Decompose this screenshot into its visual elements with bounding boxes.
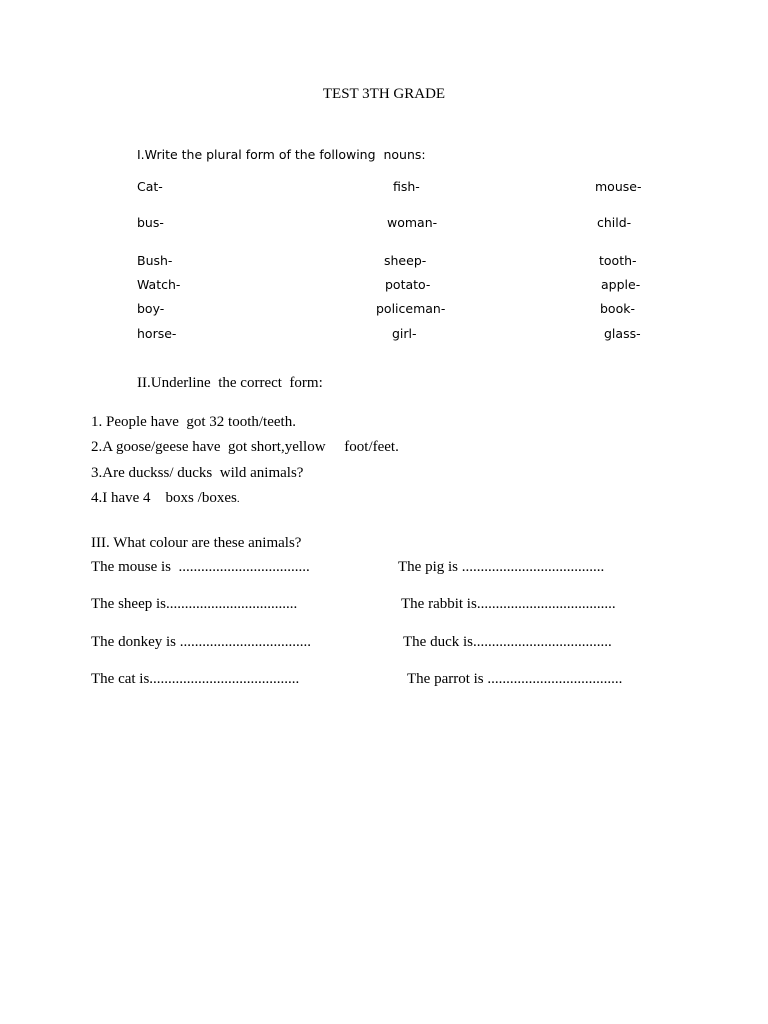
noun-apple: apple- [601, 277, 641, 292]
page-title: TEST 3TH GRADE [322, 86, 446, 102]
colour-rabbit: The rabbit is..................................... [401, 596, 616, 612]
noun-fish: fish- [393, 179, 420, 194]
colour-donkey: The donkey is ................................... [91, 634, 311, 650]
noun-book: book- [600, 301, 635, 316]
exercise-item-1: 1. People have got 32 tooth/teeth. [91, 414, 296, 430]
noun-policeman: policeman- [376, 301, 446, 316]
colour-cat: The cat is........................................ [91, 671, 300, 687]
exercise-item-3: 3.Are duckss/ ducks wild animals? [91, 465, 304, 481]
noun-horse: horse- [137, 326, 177, 341]
noun-mouse: mouse- [595, 179, 642, 194]
section-3-heading: III. What colour are these animals? [91, 535, 302, 551]
colour-parrot: The parrot is .................................... [407, 671, 623, 687]
section-2-heading: II.Underline the correct form: [137, 375, 323, 391]
noun-watch: Watch- [137, 277, 181, 292]
colour-pig: The pig is ...................................... [398, 559, 605, 575]
noun-sheep: sheep- [384, 253, 427, 268]
noun-potato: potato- [385, 277, 431, 292]
colour-sheep: The sheep is................................... [91, 596, 298, 612]
noun-woman: woman- [387, 215, 438, 230]
noun-cat: Cat- [137, 179, 163, 194]
section-1-heading: I.Write the plural form of the following nouns: [137, 147, 426, 162]
noun-bus: bus- [137, 215, 164, 230]
exercise-item-2: 2.A goose/geese have got short,yellow foot/feet. [91, 439, 399, 455]
noun-tooth: tooth- [599, 253, 637, 268]
noun-bush: Bush- [137, 253, 173, 268]
colour-duck: The duck is..................................... [403, 634, 612, 650]
noun-girl: girl- [392, 326, 417, 341]
exercise-item-4-period: . [236, 493, 240, 505]
exercise-item-4-text: 4.I have 4 boxs /boxes [91, 490, 237, 506]
noun-child: child- [597, 215, 632, 230]
exercise-item-4 [91, 491, 240, 506]
colour-mouse: The mouse is ................................... [91, 559, 310, 575]
noun-glass: glass- [604, 326, 641, 341]
noun-boy: boy- [137, 301, 165, 316]
